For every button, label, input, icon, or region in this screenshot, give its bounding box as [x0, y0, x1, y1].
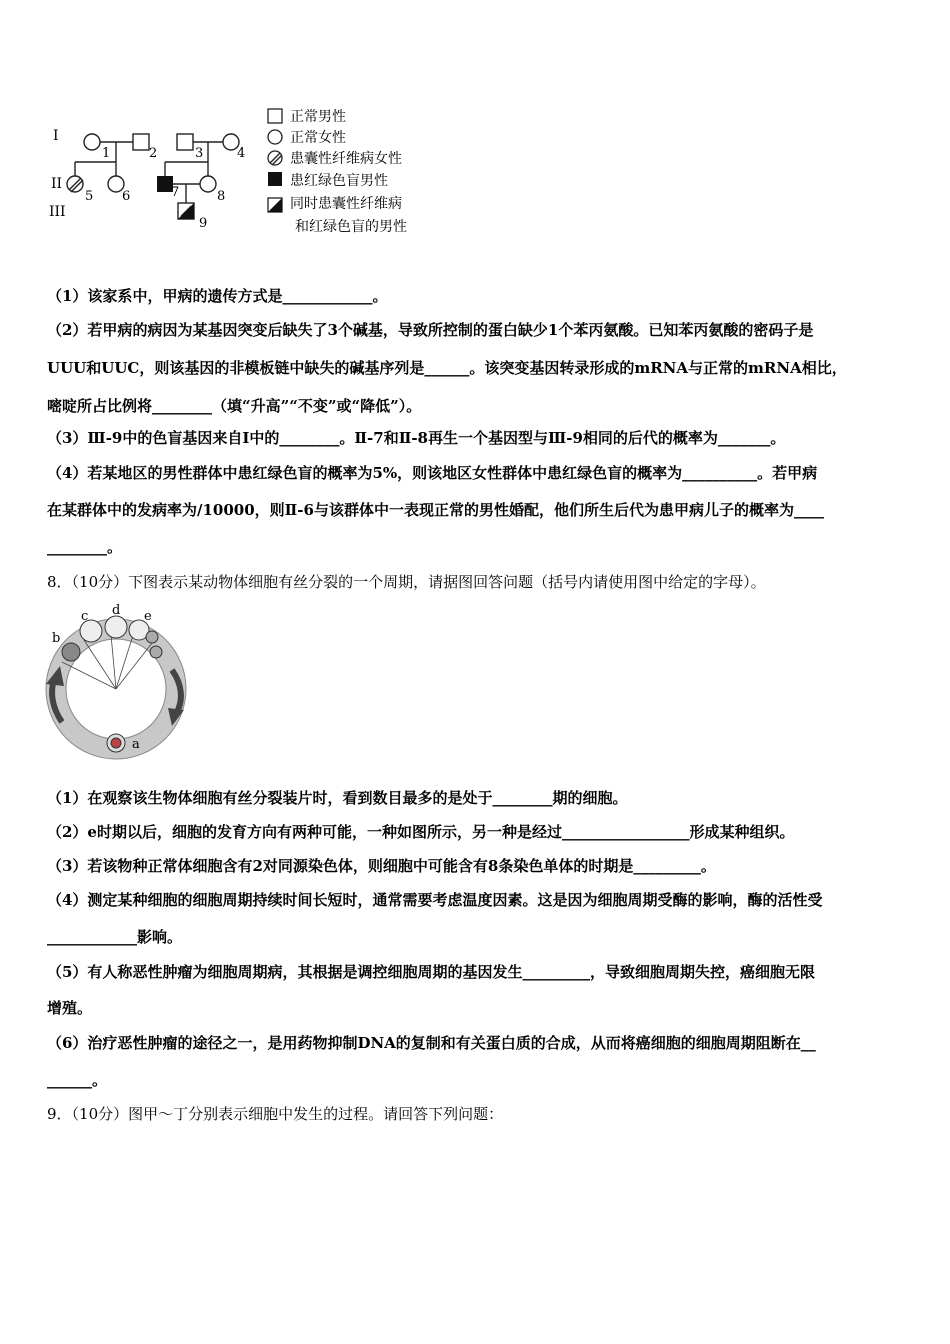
individual-number: 4 [237, 146, 246, 161]
legend-colorblind-male: 患红绿色盲男性 [290, 173, 388, 189]
q8-line: （4）测定某种细胞的细胞周期持续时间长短时，通常需要考虑温度因素。这是因为细胞周期受酶的影响，酶的活性受 [47, 891, 823, 909]
individual-number: 9 [199, 216, 208, 231]
figure-label-a: a [132, 737, 140, 752]
individual-I-1 [84, 134, 100, 150]
individual-II-8 [200, 176, 216, 192]
generation-label: II [51, 176, 63, 192]
individual-number: 7 [171, 185, 180, 200]
q8-line: （2）e时期以后，细胞的发育方向有两种可能，一种如图所示，另一种是经过_________________形成某种组织。 [47, 823, 795, 841]
figure-label-b: b [52, 631, 61, 646]
generation-label: III [49, 204, 66, 220]
individual-I-2 [133, 134, 149, 150]
q9-heading: 9．（10分）图甲～丁分别表示细胞中发生的过程。请回答下列问题： [47, 1105, 504, 1123]
individual-number: 5 [85, 189, 94, 204]
q7-line: （4）若某地区的男性群体中患红绿色盲的概率为5%，则该地区女性群体中患红绿色盲的概率为__________。若甲病 [47, 464, 818, 482]
figure-label-d: d [112, 603, 121, 618]
legend-both-male-line1: 同时患囊性纤维病 [290, 196, 402, 212]
q7-line: 嘧啶所占比例将________（填“升高”“不变”或“降低”）。 [47, 397, 422, 415]
q8-line: ______。 [47, 1071, 108, 1089]
legend-cf-female: 患囊性纤维病女性 [290, 151, 402, 167]
individual-I-3 [177, 134, 193, 150]
q8-line: （1）在观察该生物体细胞有丝分裂装片时，看到数目最多的是处于________期的细胞。 [47, 789, 628, 807]
individual-number: 1 [102, 146, 111, 161]
q8-line: ____________影响。 [47, 928, 183, 946]
figure-label-c: c [81, 609, 89, 624]
individual-number: 3 [195, 146, 204, 161]
q7-line: （3）Ⅲ-9中的色盲基因来自Ⅰ中的________。Ⅱ-7和Ⅱ-8再生一个基因型与Ⅲ-9相同的后代的概率为_______。 [47, 429, 786, 447]
generation-label: I [53, 128, 59, 144]
q8-heading: 8．（10分）下图表示某动物体细胞有丝分裂的一个周期，请据图回答问题（括号内请使用图中给定的字母）。 [47, 573, 766, 591]
pedigree-figure [45, 100, 445, 240]
cell-cycle-figure [40, 600, 250, 765]
q8-line: 增殖。 [47, 999, 93, 1017]
individual-number: 8 [217, 189, 226, 204]
legend-both-male-line2: 和红绿色盲的男性 [295, 219, 407, 235]
q7-line: （2）若甲病的病因为某基因突变后缺失了3个碱基，导致所控制的蛋白缺少1个苯丙氨酸。已知苯丙氨酸的密码子是 [47, 321, 814, 339]
individual-number: 6 [122, 189, 131, 204]
figure-label-e: e [144, 609, 152, 624]
q8-line: （5）有人称恶性肿瘤为细胞周期病，其根据是调控细胞周期的基因发生_________，导致细胞周期失控，癌细胞无限 [47, 963, 815, 981]
legend-normal-male: 正常男性 [290, 109, 346, 125]
individual-number: 2 [149, 146, 158, 161]
q8-line: （6）治疗恶性肿瘤的途径之一，是用药物抑制DNA的复制和有关蛋白质的合成，从而将癌细胞的细胞周期阻断在__ [47, 1034, 816, 1052]
legend-normal-female: 正常女性 [290, 130, 346, 146]
q7-line: （1）该家系中，甲病的遗传方式是____________。 [47, 287, 388, 305]
q8-line: （3）若该物种正常体细胞含有2对同源染色体，则细胞中可能含有8条染色单体的时期是_________。 [47, 857, 716, 875]
q7-line: UUU和UUC，则该基因的非模板链中缺失的碱基序列是______。该突变基因转录形成的mRNA与正常的mRNA相比， [47, 359, 847, 377]
q7-line: 在某群体中的发病率为/10000，则Ⅱ-6与该群体中一表现正常的男性婚配，他们所生后代为患甲病儿子的概率为____ [47, 501, 824, 519]
q7-line: ________。 [47, 538, 123, 556]
